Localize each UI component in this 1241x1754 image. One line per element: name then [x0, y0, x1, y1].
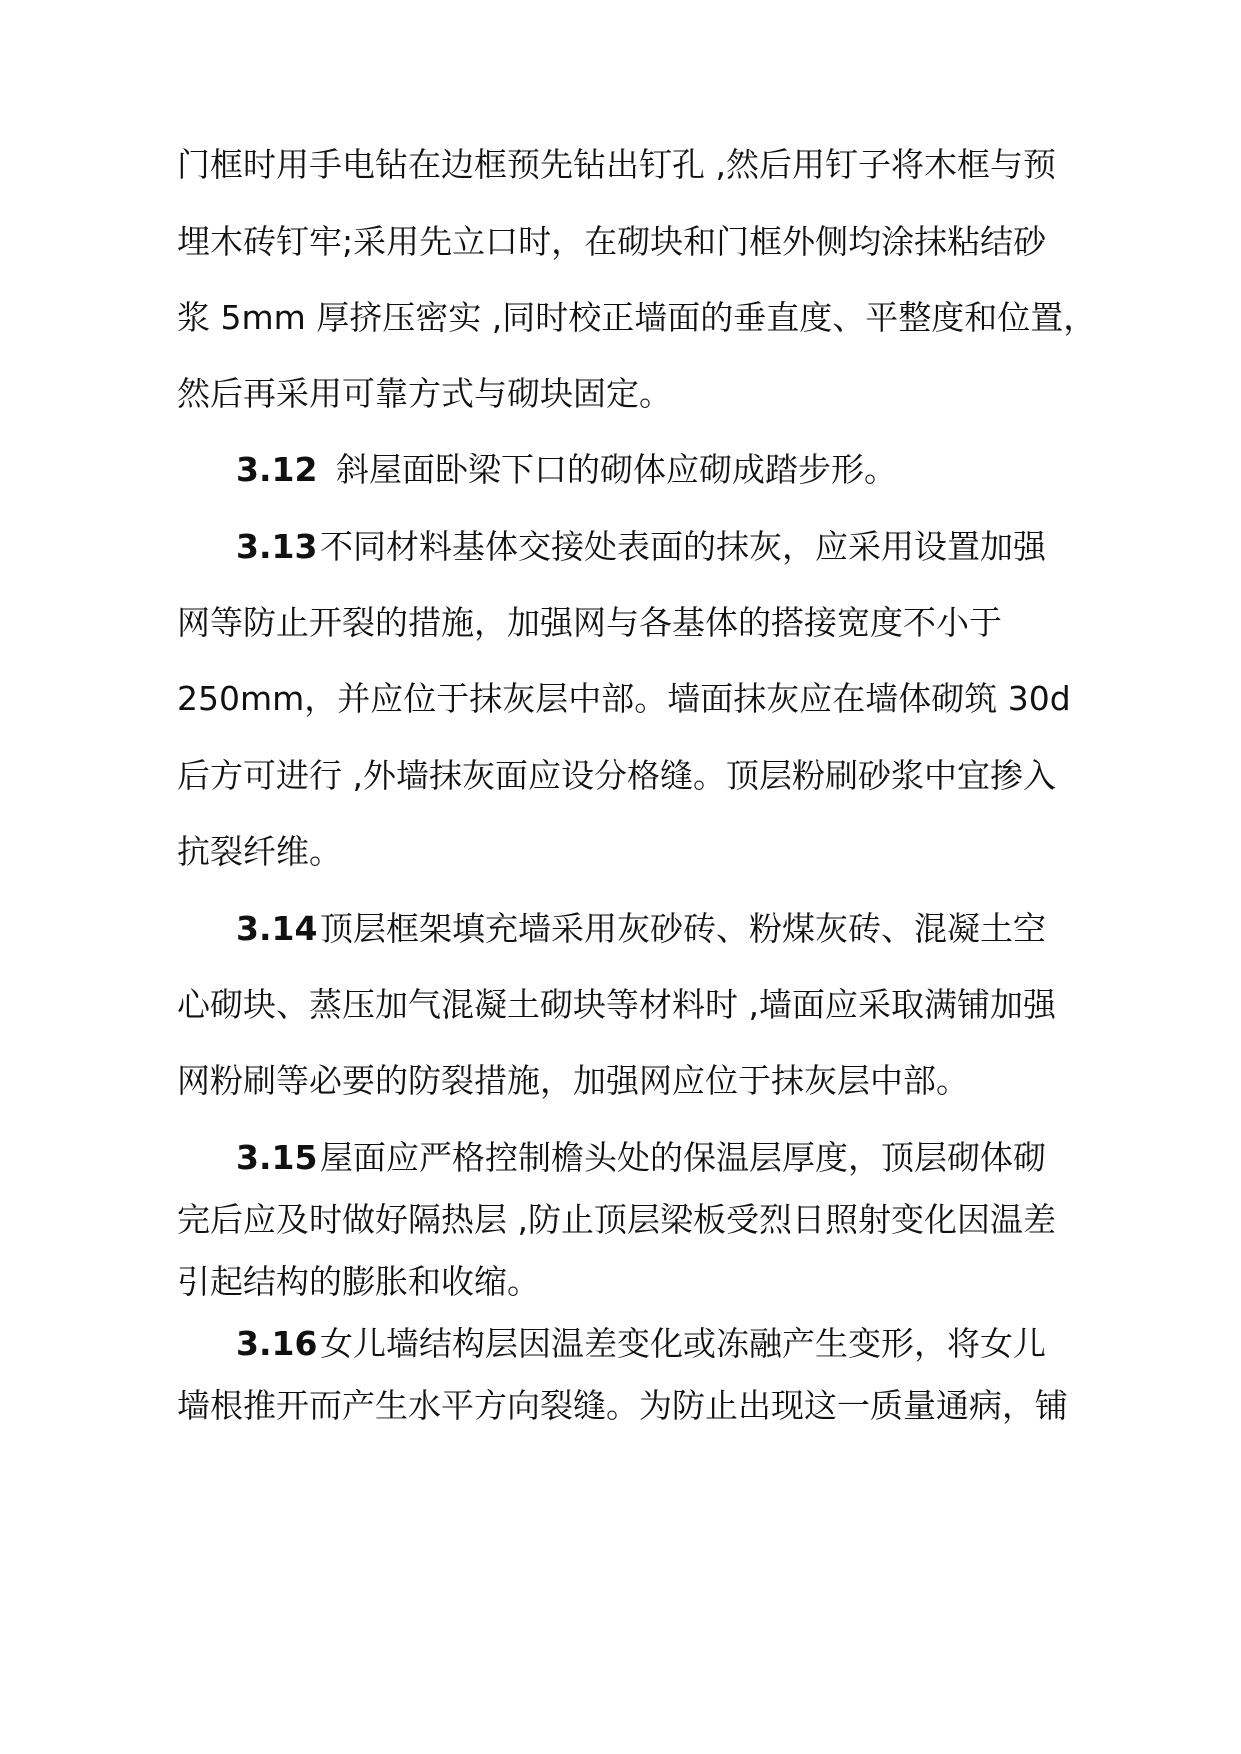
section-text: 女儿墙结构层因温差变化或冻融产生变形，将女儿	[320, 1324, 1046, 1363]
text-line: 心砌块、蒸压加气混凝土砌块等材料时 ,墙面应采取满铺加强	[177, 985, 1056, 1024]
section-number: 3.16	[236, 1324, 318, 1363]
section-text: 屋面应严格控制檐头处的保温层厚度，顶层砌体砌	[320, 1138, 1046, 1177]
text-line: 埋木砖钉牢;采用先立口时，在砌块和门框外侧均涂抹粘结砂	[177, 222, 1047, 261]
section-3-14	[236, 909, 1046, 949]
text-line: 墙根推开而产生水平方向裂缝。为防止出现这一质量通病，铺	[177, 1386, 1068, 1425]
section-text: 不同材料基体交接处表面的抹灰，应采用设置加强	[320, 527, 1046, 566]
section-number: 3.14	[236, 909, 318, 948]
section-text: 顶层框架填充墙采用灰砂砖、粉煤灰砖、混凝土空	[320, 909, 1046, 948]
text-line: 门框时用手电钻在边框预先钻出钉孔 ,然后用钉子将木框与预	[177, 145, 1056, 184]
section-3-16	[236, 1324, 1046, 1364]
text-line: 250mm，并应位于抹灰层中部。墙面抹灰应在墙体砌筑 30d	[177, 679, 1071, 718]
section-number: 3.15	[236, 1138, 318, 1177]
text-line: 后方可进行 ,外墙抹灰面应设分格缝。顶层粉刷砂浆中宜掺入	[177, 756, 1056, 795]
section-number: 3.13	[236, 527, 318, 566]
section-3-13	[236, 527, 1046, 567]
text-line: 网粉刷等必要的防裂措施，加强网应位于抹灰层中部。	[177, 1061, 969, 1100]
section-3-15	[236, 1138, 1046, 1178]
text-line: 抗裂纤维。	[177, 832, 342, 871]
text-line: 引起结构的膨胀和收缩。	[177, 1262, 540, 1301]
text-line: 完后应及时做好隔热层 ,防止顶层梁板受烈日照射变化因温差	[177, 1200, 1056, 1239]
section-number: 3.12	[236, 450, 318, 489]
text-line: 浆 5mm 厚挤压密实 ,同时校正墙面的垂直度、平整度和位置，	[177, 298, 1097, 337]
section-3-12	[236, 450, 897, 490]
section-text: 斜屋面卧梁下口的砌体应砌成踏步形。	[336, 450, 897, 489]
text-line: 网等防止开裂的措施，加强网与各基体的搭接宽度不小于	[177, 603, 1002, 642]
text-line: 然后再采用可靠方式与砌块固定。	[177, 374, 672, 413]
